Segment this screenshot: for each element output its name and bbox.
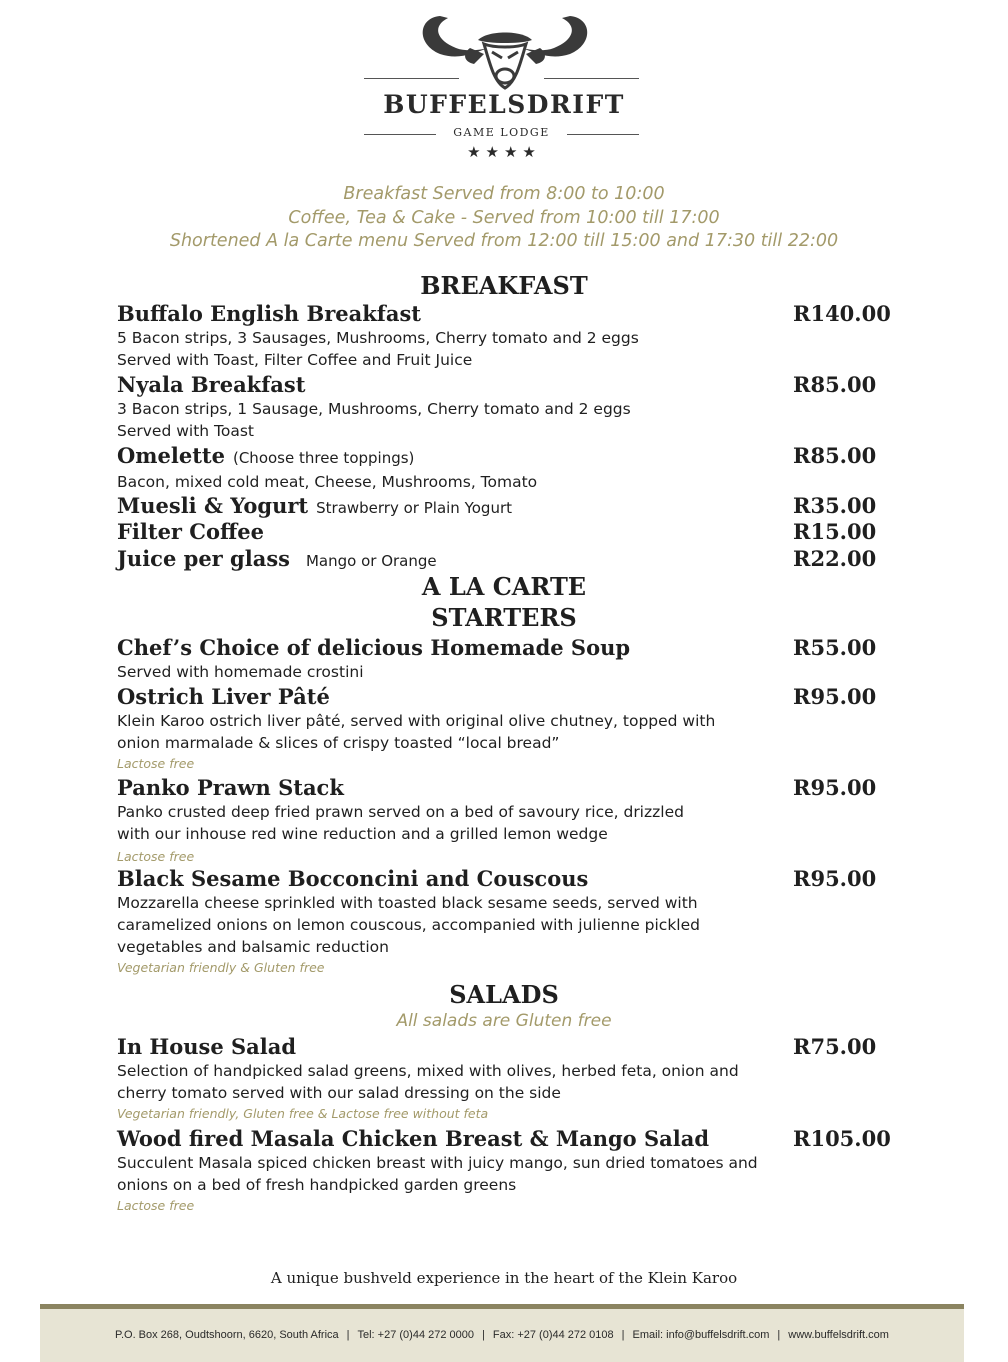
footer-website[interactable]: www.buffelsdrift.com — [788, 1329, 889, 1341]
item-desc: Succulent Masala spiced chicken breast with juicy mango, sun dried tomatoes and — [117, 1154, 758, 1172]
menu-item — [117, 493, 917, 521]
section-title-starters: STARTERS — [431, 603, 577, 632]
footer-fax: Fax: +27 (0)44 272 0108 — [492, 1329, 614, 1341]
item-name: Omelette — [117, 443, 225, 468]
menu-item — [117, 1126, 917, 1216]
footer-address: P.O. Box 268, Oudtshoorn, 6620, South Africa — [115, 1329, 339, 1341]
menu-item — [117, 443, 917, 493]
item-name: Black Sesame Bocconcini and Couscous — [117, 866, 589, 891]
brand-name: BUFFELSDRIFT — [383, 90, 625, 119]
menu-item — [117, 684, 917, 774]
diet-note: Vegetarian friendly, Gluten free & Lactose free without feta — [117, 1106, 489, 1121]
menu-item — [117, 1034, 917, 1124]
item-desc: caramelized onions on lemon couscous, accompanied with julienne pickled — [117, 916, 700, 934]
item-price: R140.00 — [793, 301, 891, 326]
menu-item — [117, 372, 917, 442]
menu-item — [117, 866, 917, 978]
section-title-breakfast: BREAKFAST — [420, 271, 588, 300]
lodge-row — [364, 124, 639, 144]
item-name: Chef’s Choice of delicious Homemade Soup — [117, 635, 631, 660]
contact-footer — [40, 1304, 964, 1362]
item-desc: Selection of handpicked salad greens, mixed with olives, herbed feta, onion and — [117, 1062, 739, 1080]
item-price: R22.00 — [793, 546, 877, 571]
section-title-alacarte: A LA CARTE — [421, 572, 587, 601]
item-desc: Panko crusted deep fried prawn served on a bed of savoury rice, drizzled — [117, 803, 684, 821]
tagline: A unique bushveld experience in the heart of the Klein Karoo — [270, 1269, 738, 1287]
item-price: R15.00 — [793, 519, 877, 544]
item-name: Muesli & Yogurt — [117, 493, 309, 518]
item-note: Strawberry or Plain Yogurt — [316, 499, 513, 517]
service-hours — [0, 183, 1008, 254]
item-name: Ostrich Liver Pâté — [117, 684, 330, 709]
hours-line: Coffee, Tea & Cake - Served from 10:00 till 17:00 — [288, 207, 720, 228]
item-desc: Served with homemade crostini — [117, 663, 364, 681]
hours-line: Breakfast Served from 8:00 to 10:00 — [343, 184, 665, 204]
item-desc: 3 Bacon strips, 1 Sausage, Mushrooms, Cherry tomato and 2 eggs — [117, 400, 631, 418]
item-name: Wood fired Masala Chicken Breast & Mango Salad — [117, 1126, 710, 1151]
item-desc: with our inhouse red wine reduction and a grilled lemon wedge — [117, 825, 608, 843]
diet-note: Lactose free — [117, 1198, 195, 1213]
item-price: R95.00 — [793, 684, 877, 709]
item-desc: cherry tomato served with our salad dressing on the side — [117, 1084, 561, 1102]
item-price: R55.00 — [793, 635, 877, 660]
item-desc: Klein Karoo ostrich liver pâté, served with original olive chutney, topped with — [117, 712, 716, 730]
item-name: Filter Coffee — [117, 519, 264, 544]
item-price: R95.00 — [793, 775, 877, 800]
section-title-salads: SALADS — [449, 980, 559, 1009]
item-price: R75.00 — [793, 1034, 877, 1059]
menu-item — [117, 301, 917, 371]
star-rating: ★★★★ — [467, 143, 541, 161]
logo-block — [0, 0, 1008, 170]
item-price: R85.00 — [793, 372, 877, 397]
item-desc: Served with Toast, Filter Coffee and Fruit Juice — [117, 351, 473, 369]
hours-line: Shortened A la Carte menu Served from 12:00 till 15:00 and 17:30 till 22:00 — [169, 231, 839, 251]
item-desc: Bacon, mixed cold meat, Cheese, Mushrooms, Tomato — [117, 473, 538, 491]
item-desc: onions on a bed of fresh handpicked garden greens — [117, 1176, 517, 1194]
item-desc: 5 Bacon strips, 3 Sausages, Mushrooms, Cherry tomato and 2 eggs — [117, 329, 639, 347]
diet-note: Vegetarian friendly & Gluten free — [117, 960, 325, 975]
diet-note: Lactose free — [117, 756, 195, 771]
contact-line: P.O. Box 268, Oudtshoorn, 6620, South Africa | Tel: +27 (0)44 272 0000 | Fax: +27 (0)44 272 0108 | Email: info@buffelsdrift.com | www.buffelsdrift.com — [115, 1329, 889, 1341]
item-desc: vegetables and balsamic reduction — [117, 938, 389, 956]
menu-item — [117, 519, 917, 545]
section-subtitle-salads: All salads are Gluten free — [396, 1011, 612, 1031]
item-name: Panko Prawn Stack — [117, 775, 344, 800]
item-name: Juice per glass — [117, 546, 290, 571]
item-desc: Mozzarella cheese sprinkled with toasted black sesame seeds, served with — [117, 894, 698, 912]
item-name: Buffalo English Breakfast — [117, 301, 421, 326]
menu-item — [117, 546, 917, 574]
brand-subtitle: GAME LODGE — [453, 126, 550, 139]
item-note: (Choose three toppings) — [232, 449, 415, 467]
logo-rules-top — [364, 78, 639, 80]
item-desc: Served with Toast — [117, 422, 255, 440]
menu-item — [117, 775, 917, 867]
footer-tel: Tel: +27 (0)44 272 0000 — [357, 1329, 475, 1341]
item-price: R105.00 — [793, 1126, 891, 1151]
item-price: R35.00 — [793, 493, 877, 518]
item-name: Nyala Breakfast — [117, 372, 306, 397]
item-price: R95.00 — [793, 866, 877, 891]
diet-note: Lactose free — [117, 849, 195, 864]
item-price: R85.00 — [793, 443, 877, 468]
footer-email[interactable]: Email: info@buffelsdrift.com — [632, 1329, 770, 1341]
item-note: Mango or Orange — [305, 552, 437, 570]
menu-item — [117, 635, 917, 683]
item-desc: onion marmalade & slices of crispy toasted “local bread” — [117, 734, 560, 752]
item-name: In House Salad — [117, 1034, 297, 1059]
